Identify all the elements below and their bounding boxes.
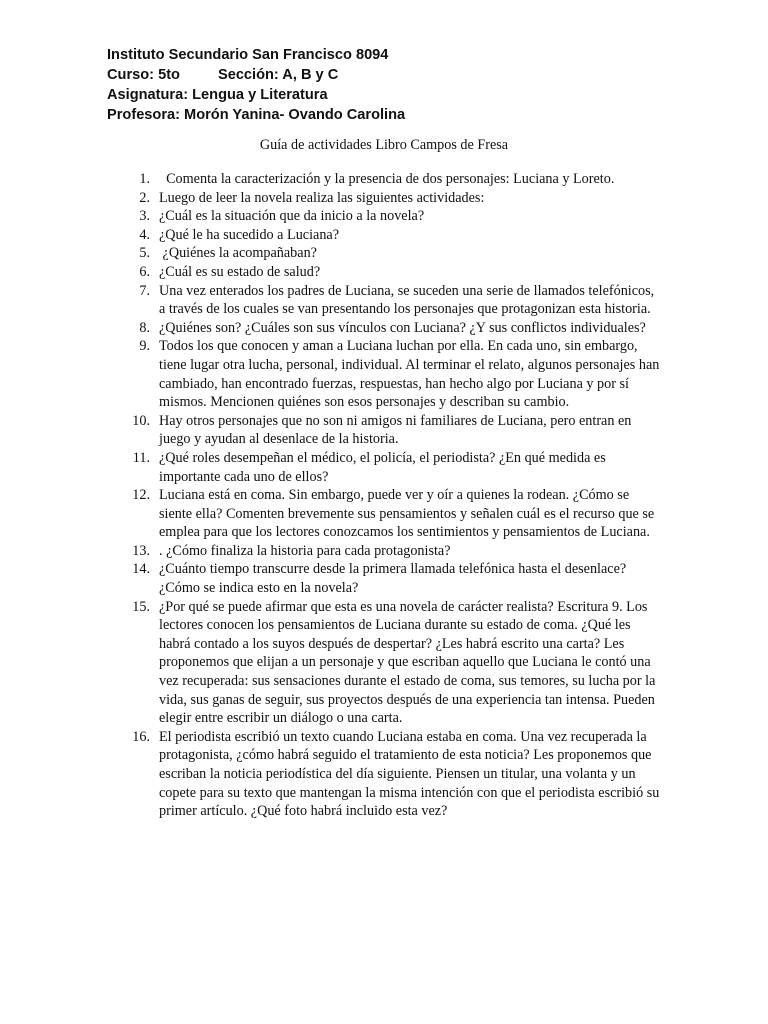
item-number: 10. <box>132 412 150 429</box>
list-item <box>107 207 663 226</box>
item-text: ¿Quiénes la acompañaban? <box>159 245 317 262</box>
item-text: ¿Cuánto tiempo transcurre desde la primera llamada telefónica hasta el desenlace? ¿Cómo se indica esto en la novela? <box>159 561 630 597</box>
item-text: Luego de leer la novela realiza las siguientes actividades: <box>159 189 485 206</box>
page-title: Guía de actividades Libro Campos de Fresa <box>259 137 509 153</box>
list-item <box>107 226 663 245</box>
item-text: Todos los que conocen y aman a Luciana luchan por ella. En cada uno, sin embargo, tiene lugar otra lucha, personal, individual. Al terminar el relato, algunos personajes han cambiado, han encontrado fuerzas, respuestas, han hecho algo por Luciana y por sí mismos. Mencionen quiénes son esos personajes y describan su cambio. <box>159 338 663 411</box>
item-number: 15. <box>132 598 150 615</box>
item-number: 8. <box>139 319 150 336</box>
item-text: Comenta la caracterización y la presencia de dos personajes: Luciana y Loreto. <box>159 171 615 187</box>
section-label: Sección: A, B y C <box>217 67 339 83</box>
item-number: 2. <box>139 189 150 206</box>
list-item <box>107 263 663 282</box>
item-number: 1. <box>139 171 150 187</box>
list-item <box>107 560 663 597</box>
list-item <box>107 449 663 486</box>
item-number: 12. <box>132 487 150 504</box>
list-item <box>107 244 663 263</box>
course-section-line <box>107 65 405 85</box>
list-item <box>107 170 663 189</box>
item-number: 5. <box>139 245 150 262</box>
list-item <box>107 598 663 728</box>
item-number: 9. <box>139 338 150 355</box>
course-label: Curso: 5to <box>107 67 180 83</box>
list-item <box>107 728 663 821</box>
item-text: Luciana está en coma. Sin embargo, puede ver y oír a quienes la rodean. ¿Cómo se siente ella? Comenten brevemente sus pensamientos y señalen cuál es el recurso que se emplea para que los lectores conozcamos los sentimientos y pensamientos de Luciana. <box>159 487 658 541</box>
item-number: 3. <box>139 208 150 225</box>
item-number: 6. <box>139 263 150 280</box>
item-number: 4. <box>139 226 150 243</box>
item-text: . ¿Cómo finaliza la historia para cada protagonista? <box>159 542 451 559</box>
list-item <box>107 542 663 561</box>
subject-label: Asignatura: Lengua y Literatura <box>107 87 328 103</box>
list-item <box>107 486 663 542</box>
teacher-label: Profesora: Morón Yanina- Ovando Carolina <box>107 107 406 123</box>
list-item <box>107 282 663 319</box>
list-item <box>107 337 663 411</box>
item-text: Hay otros personajes que no son ni amigos ni familiares de Luciana, pero entran en juego y ayudan al desenlace de la historia. <box>159 412 635 448</box>
item-number: 16. <box>132 728 150 745</box>
list-item <box>107 319 663 338</box>
item-number: 7. <box>139 282 150 299</box>
item-text: ¿Quiénes son? ¿Cuáles son sus vínculos con Luciana? ¿Y sus conflictos individuales? <box>159 319 646 336</box>
item-number: 13. <box>132 542 150 559</box>
school-name: Instituto Secundario San Francisco 8094 <box>107 47 389 63</box>
activity-list <box>107 170 663 821</box>
list-item <box>107 189 663 208</box>
item-text: ¿Cuál es su estado de salud? <box>159 263 321 280</box>
item-text: ¿Cuál es la situación que da inicio a la novela? <box>159 208 425 225</box>
item-text: ¿Qué roles desempeñan el médico, el policía, el periodista? ¿En qué medida es importante cada uno de ellos? <box>159 449 610 485</box>
item-text: ¿Por qué se puede afirmar que esta es una novela de carácter realista? Escritura 9. Los lectores conocen los pensamientos de Luciana durante su estado de coma. ¿Qué les habrá contado a los suyos después de despertar? ¿Les habrá escrito una carta? Les proponemos que elijan a un personaje y que escriban aquello que Luciana le contó una vez recuperada: sus sensaciones durante el estado de coma, sus temores, su lucha por la vida, sus ganas de seguir, sus proyectos después de una experiencia tan intensa. Pueden elegir entre escribir un diálogo o una carta. <box>159 598 659 727</box>
item-text: ¿Qué le ha sucedido a Luciana? <box>159 226 340 243</box>
document-header <box>107 45 405 125</box>
item-text: El periodista escribió un texto cuando Luciana estaba en coma. Una vez recuperada la protagonista, ¿cómo habrá seguido el tratamiento de esta noticia? Les proponemos que escriban la noticia periodística del día siguiente. Piensen un titular, una volanta y un copete para su texto que mantengan la misma intención con que el periodista escribió su primer artículo. ¿Qué foto habrá incluido esta vez? <box>159 728 663 820</box>
item-text: Una vez enterados los padres de Luciana, se suceden una serie de llamados telefónicos, a través de los cuales se van presentando los personajes que protagonizan esta historia. <box>159 282 658 318</box>
list-item <box>107 412 663 449</box>
item-number: 11. <box>132 449 150 466</box>
item-number: 14. <box>132 561 150 578</box>
